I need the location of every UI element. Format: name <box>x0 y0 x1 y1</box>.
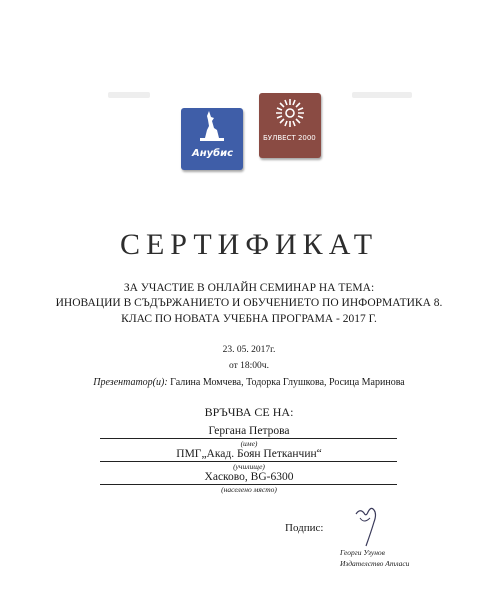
bulvest-logo-text: БУЛВЕСТ 2000 <box>263 134 316 142</box>
presenters-line <box>0 377 498 388</box>
event-date: 23. 05. 2017г. <box>222 345 276 355</box>
anubis-logo <box>181 108 243 170</box>
anubis-dog-icon <box>181 108 243 148</box>
handwritten-signature <box>344 500 394 550</box>
school-caption: (училище) <box>233 462 265 471</box>
event-time: от 18:00ч. <box>229 361 269 371</box>
awarded-to-heading: ВРЪЧВА СЕ НА: <box>204 405 294 419</box>
place-caption: (населено място) <box>221 485 277 494</box>
faint-header-mark <box>108 92 150 98</box>
topic-line-3: КЛАС ПО НОВАТА УЧЕБНА ПРОГРАМА - 2017 Г. <box>121 313 377 325</box>
recipient-school: ПМГ„Акад. Боян Петканчин“ <box>176 448 322 460</box>
recipient-name: Гергана Петрова <box>208 425 290 437</box>
signature-label: Подпис: <box>285 522 324 534</box>
presenters-names: Галина Момчева, Тодорка Глушкова, Росица Маринова <box>170 377 405 388</box>
sun-rays-icon <box>259 93 321 133</box>
faint-header-mark <box>352 92 412 98</box>
certificate-title: СЕРТИФИКАТ <box>119 228 379 261</box>
recipient-place: Хасково, BG-6300 <box>204 471 294 483</box>
topic-line-2: ИНОВАЦИИ В СЪДЪРЖАНИЕТО И ОБУЧЕНИЕТО ПО ИНФОРМАТИКА 8. <box>55 297 443 309</box>
topic-line-1: ЗА УЧАСТИЕ В ОНЛАЙН СЕМИНАР НА ТЕМА: <box>123 282 375 294</box>
name-caption: (име) <box>240 439 258 448</box>
signer-name: Георги Узунов <box>340 548 385 557</box>
bulvest-logo <box>259 93 321 158</box>
anubis-logo-text: Анубис <box>192 148 234 159</box>
presenters-label: Презентатор(и): <box>93 377 168 388</box>
signer-organization: Издателство Атласи <box>340 559 410 568</box>
